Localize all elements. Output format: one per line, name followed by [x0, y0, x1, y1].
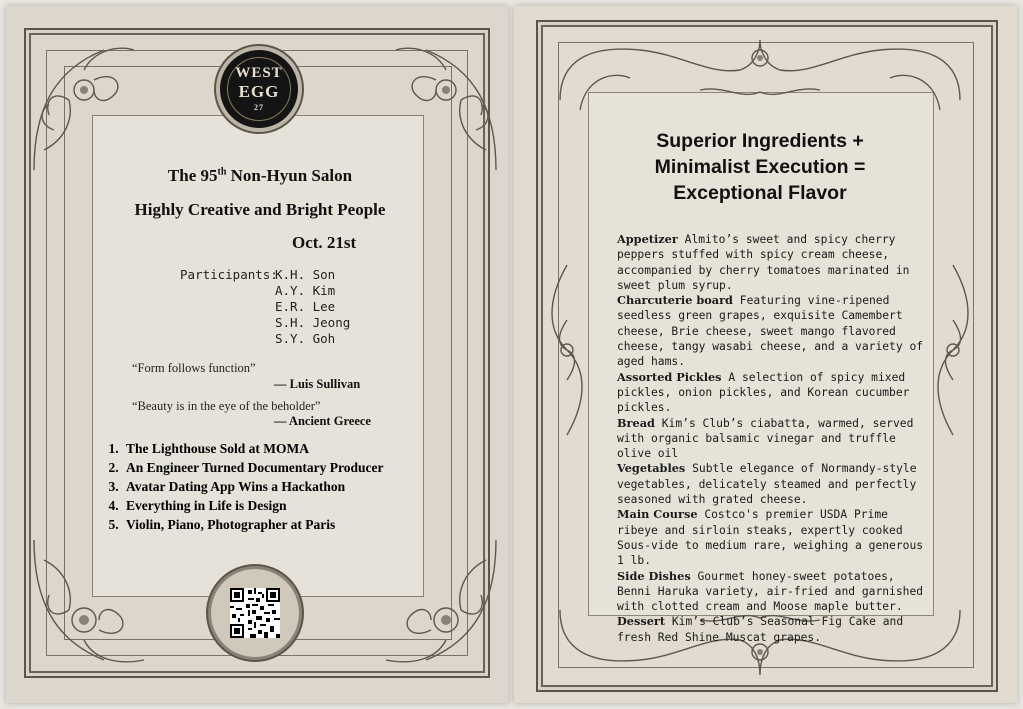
course-desc: Costco's premier USDA Prime ribeye and sirloin steaks, expertly cooked Sous-vide to medium rare, weighing a generous 1 lb.	[617, 508, 924, 568]
logo-line3: 27	[254, 103, 264, 112]
quote-2-author: — Ancient Greece	[274, 414, 371, 428]
course-desc: A selection of spicy mixed pickles, onion pickles, and Korean cucumber pickles.	[617, 370, 910, 415]
title-prefix: The 95	[167, 166, 218, 185]
course-name: Vegetables	[617, 461, 686, 476]
floral-corner-top-right-icon	[386, 30, 506, 180]
course-name: Appetizer	[617, 232, 678, 246]
menu-item	[617, 370, 927, 416]
menu-list	[617, 232, 927, 645]
qr-medallion	[208, 566, 302, 660]
course-desc: Gourmet honey-sweet potatoes, Benni Haruka variety, air-fried and garnished with clotted cream and Moose maple butter.	[617, 569, 924, 614]
course-desc: Subtle elegance of Normandy-style vegetables, delicately steamed and perfectly seasoned with grated cheese.	[617, 462, 917, 507]
heading-line-3: Exceptional Flavor	[673, 182, 847, 204]
menu-item	[617, 569, 927, 615]
topic-item: 1. The Lighthouse Sold at MOMA	[122, 439, 384, 458]
heading-line-2: Minimalist Execution =	[654, 156, 866, 178]
course-desc: Kim’s Club’s ciabatta, warmed, served with organic balsamic vinegar and truffle olive oil	[617, 416, 914, 461]
course-desc: Featuring vine-ripened seedless green grapes, exquisite Camembert cheese, Brie cheese, sweet mango flavored cheese, tangy wasabi cheese, and a variety of aged hams.	[617, 294, 924, 369]
ornament-right-icon	[928, 260, 978, 440]
floral-corner-top-left-icon	[24, 30, 144, 180]
quote-1-text: “Form follows function”	[132, 361, 256, 375]
ornament-left-icon	[542, 260, 592, 440]
participant-1: K.H. Son	[275, 267, 336, 282]
title-suffix: Non-Hyun Salon	[226, 166, 353, 185]
participant-3: E.R. Lee	[275, 299, 336, 314]
menu-item	[617, 614, 927, 645]
menu-item	[617, 416, 927, 462]
course-name: Charcuterie board	[617, 293, 733, 308]
course-name: Assorted Pickles	[617, 369, 722, 384]
quote-2-text: “Beauty is in the eye of the beholder”	[132, 399, 321, 413]
salon-date: Oct. 21st	[292, 233, 357, 252]
menu-item	[617, 232, 927, 293]
course-name: Dessert	[617, 614, 666, 629]
topic-list	[100, 439, 384, 534]
participant-4: S.H. Jeong	[275, 315, 351, 330]
logo-line1: WEST	[235, 65, 283, 81]
topic-item: 3. Avatar Dating App Wins a Hackathon	[122, 477, 384, 496]
floral-corner-bottom-left-icon	[24, 530, 154, 680]
course-name: Side Dishes	[617, 568, 691, 583]
participants-label: Participants:	[180, 267, 278, 282]
course-name: Bread	[617, 415, 655, 430]
participant-5: S.Y. Goh	[275, 331, 336, 346]
course-desc: Kim’s Club’s Seasonal Fig Cake and fresh Red Shine Muscat grapes.	[617, 615, 904, 644]
ornament-top-icon	[540, 30, 980, 120]
floral-corner-bottom-right-icon	[376, 530, 506, 680]
heading-line-1: Superior Ingredients +	[656, 130, 864, 152]
logo-line2: EGG	[238, 82, 280, 101]
title-sup: th	[217, 166, 227, 178]
menu-item	[617, 461, 927, 507]
topic-item: 2. An Engineer Turned Documentary Producer	[122, 458, 384, 477]
west-egg-logo	[216, 46, 302, 132]
salon-subtitle: Highly Creative and Bright People	[134, 200, 386, 219]
course-name: Main Course	[617, 507, 698, 522]
course-desc: Almito’s sweet and spicy cherry peppers stuffed with spicy cream cheese, accompanied by cherry tomatoes marinated in sweet plum syrup.	[617, 233, 910, 292]
quote-1-author: — Luis Sullivan	[274, 377, 361, 391]
menu-item	[617, 293, 927, 369]
salon-title	[120, 166, 400, 186]
topic-item: 5. Violin, Piano, Photographer at Paris	[122, 515, 384, 534]
topic-item: 4. Everything in Life is Design	[122, 496, 384, 515]
menu-item	[617, 507, 927, 568]
participant-2: A.Y. Kim	[275, 283, 336, 298]
menu-heading	[620, 128, 900, 206]
qr-code-icon[interactable]	[230, 588, 280, 638]
